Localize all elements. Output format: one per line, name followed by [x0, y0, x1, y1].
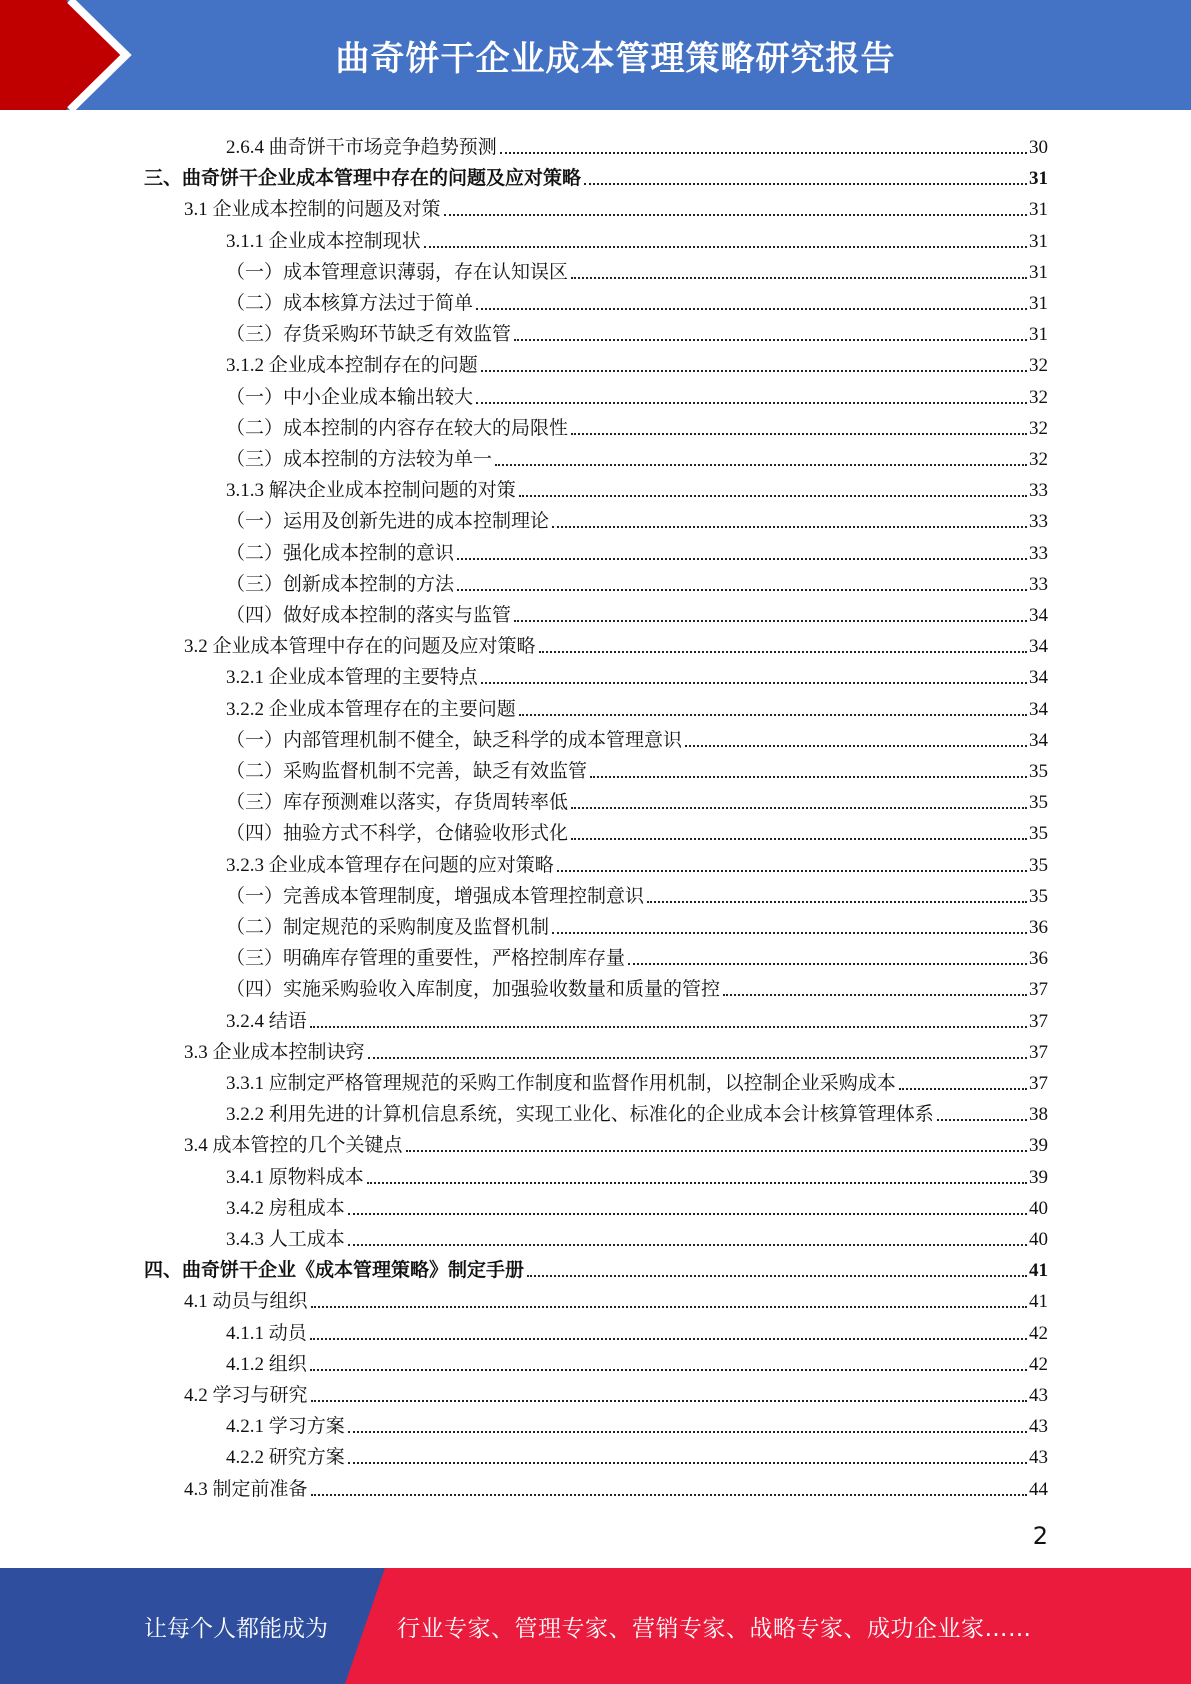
toc-dot-leader: [481, 370, 1027, 372]
toc-entry-label: 3.3 企业成本控制诀窍: [184, 1041, 365, 1063]
toc-entry-label: 4.2.1 学习方案: [226, 1416, 345, 1438]
toc-entry-page: 42: [1029, 1353, 1048, 1375]
toc-entry-page: 44: [1029, 1478, 1048, 1500]
toc-dot-leader: [571, 433, 1027, 435]
toc-dot-leader: [348, 1431, 1027, 1433]
toc-entry-page: 32: [1029, 355, 1048, 377]
footer-slogan-left: 让每个人都能成为: [144, 1615, 328, 1642]
toc-entry-page: 37: [1029, 1010, 1048, 1032]
toc-entry[interactable]: [226, 409, 1048, 440]
toc-entry-label: 4.1.2 组织: [226, 1353, 307, 1375]
toc-entry-page: 32: [1029, 386, 1048, 408]
toc-entry-label: （四）做好成本控制的落实与监管: [226, 605, 512, 626]
toc-entry-page: 39: [1029, 1166, 1048, 1188]
toc-entry-label: 2.6.4 曲奇饼干市场竞争趋势预测: [226, 137, 497, 158]
toc-entry-page: 34: [1029, 636, 1048, 658]
toc-dot-leader: [495, 464, 1027, 466]
toc-entry-page: 31: [1029, 168, 1048, 190]
toc-entry[interactable]: [226, 690, 1048, 721]
toc-entry-label: （一）成本管理意识薄弱，存在认知误区: [226, 261, 569, 283]
toc-entry-page: 35: [1029, 854, 1048, 876]
toc-entry-page: 35: [1029, 792, 1048, 814]
toc-entry-page: 35: [1029, 885, 1048, 907]
toc-entry-page: 31: [1029, 261, 1048, 283]
toc-dot-leader: [500, 152, 1027, 154]
toc-entry[interactable]: [184, 1470, 1048, 1501]
toc-entry-page: 32: [1029, 417, 1048, 439]
toc-entry-page: 33: [1029, 573, 1048, 595]
toc-dot-leader: [311, 1306, 1027, 1308]
toc-entry[interactable]: [226, 752, 1048, 783]
toc-entry[interactable]: [226, 596, 1048, 627]
footer-slogan-right: 行业专家、管理专家、营销专家、战略专家、成功企业家……: [397, 1615, 1032, 1642]
toc-entry[interactable]: [226, 1189, 1048, 1220]
toc-dot-leader: [476, 402, 1027, 404]
toc-dot-leader: [457, 589, 1027, 591]
toc-entry[interactable]: [184, 190, 1048, 221]
toc-dot-leader: [571, 277, 1027, 279]
toc-entry[interactable]: [226, 846, 1048, 877]
toc-entry-page: 34: [1029, 698, 1048, 720]
toc-entry-label: （二）采购监督机制不完善，缺乏有效监管: [226, 761, 588, 782]
toc-dot-leader: [514, 620, 1027, 622]
toc-entry[interactable]: [226, 253, 1048, 284]
page-footer: [0, 1568, 1191, 1684]
toc-entry-label: 4.2.2 研究方案: [226, 1447, 345, 1469]
toc-entry-label: 3.4.2 房租成本: [226, 1197, 345, 1219]
toc-dot-leader: [899, 1088, 1027, 1090]
toc-entry[interactable]: [226, 534, 1048, 565]
toc-entry-page: 34: [1029, 729, 1048, 751]
toc-dot-leader: [310, 1369, 1027, 1371]
toc-entry-label: 3.2.3 企业成本管理存在问题的应对策略: [226, 854, 554, 876]
toc-dot-leader: [367, 1182, 1027, 1184]
toc-entry[interactable]: [226, 877, 1048, 908]
toc-dot-leader: [527, 1275, 1027, 1277]
toc-entry[interactable]: [226, 378, 1048, 409]
toc-entry-label: 3.2.1 企业成本管理的主要特点: [226, 667, 478, 689]
toc-entry[interactable]: [184, 1033, 1048, 1064]
toc-entry[interactable]: [226, 565, 1048, 596]
toc-entry-label: 3.4.3 人工成本: [226, 1229, 345, 1250]
toc-entry-page: 43: [1029, 1447, 1048, 1469]
toc-entry-label: （三）存货采购环节缺乏有效监管: [226, 324, 512, 346]
toc-entry-page: 31: [1029, 230, 1048, 252]
toc-dot-leader: [310, 1338, 1027, 1340]
toc-entry-label: 3.2.4 结语: [226, 1010, 307, 1032]
toc-entry[interactable]: [144, 159, 1048, 190]
toc-entry-label: 3.1.3 解决企业成本控制问题的对策: [226, 480, 516, 502]
toc-dot-leader: [406, 1150, 1027, 1152]
toc-entry-label: 四、曲奇饼干企业《成本管理策略》制定手册: [144, 1260, 525, 1282]
toc-dot-leader: [348, 1213, 1027, 1215]
toc-entry-label: （一）中小企业成本输出较大: [226, 386, 474, 408]
toc-entry-page: 41: [1029, 1291, 1048, 1313]
toc-entry-page: 33: [1029, 480, 1048, 502]
toc-entry-page: 43: [1029, 1416, 1048, 1438]
toc-entry-page: 40: [1029, 1197, 1048, 1219]
toc-entry-label: 4.3 制定前准备: [184, 1478, 308, 1500]
toc-entry[interactable]: [226, 1345, 1048, 1376]
toc-entry-label: （三）创新成本控制的方法: [226, 573, 455, 595]
toc-entry-page: 41: [1029, 1260, 1048, 1282]
toc-entry[interactable]: [226, 1407, 1048, 1438]
toc-entry-page: 37: [1029, 1073, 1048, 1094]
toc-entry-label: （一）运用及创新先进的成本控制理论: [226, 511, 550, 533]
toc-entry-label: （二）成本控制的内容存在较大的局限性: [226, 417, 569, 439]
toc-entry[interactable]: [226, 222, 1048, 253]
toc-entry-label: （二）制定规范的采购制度及监督机制: [226, 917, 550, 938]
toc-entry[interactable]: [226, 908, 1048, 939]
toc-entry[interactable]: [226, 346, 1048, 377]
toc-entry-page: 33: [1029, 542, 1048, 564]
toc-entry[interactable]: [184, 1282, 1048, 1313]
toc-entry-page: 35: [1029, 823, 1048, 845]
toc-entry-label: （三）明确库存管理的重要性，严格控制库存量: [226, 948, 626, 970]
toc-entry-label: （三）成本控制的方法较为单一: [226, 449, 493, 470]
toc-entry[interactable]: [226, 1002, 1048, 1033]
toc-entry-label: （三）库存预测难以落实，存货周转率低: [226, 792, 569, 814]
toc-dot-leader: [311, 1400, 1027, 1402]
toc-entry[interactable]: [226, 1220, 1048, 1251]
toc-entry-page: 38: [1029, 1104, 1048, 1126]
toc-entry-label: 4.2 学习与研究: [184, 1385, 308, 1406]
toc-entry-page: 36: [1029, 917, 1048, 938]
toc-dot-leader: [476, 308, 1027, 310]
toc-entry[interactable]: [184, 1126, 1048, 1157]
toc-dot-leader: [519, 495, 1027, 497]
toc-dot-leader: [552, 932, 1027, 934]
toc-entry[interactable]: [226, 284, 1048, 315]
toc-entry-page: 36: [1029, 948, 1048, 970]
toc-dot-leader: [584, 183, 1027, 185]
toc-entry[interactable]: [226, 471, 1048, 502]
toc-entry[interactable]: [226, 315, 1048, 346]
toc-entry-page: 35: [1029, 761, 1048, 782]
header-arrow-icon: [0, 0, 160, 110]
toc-entry-label: 3.2.2 利用先进的计算机信息系统，实现工业化、标准化的企业成本会计核算管理体系: [226, 1104, 934, 1126]
toc-entry-label: （一）内部管理机制不健全，缺乏科学的成本管理意识: [226, 729, 683, 751]
toc-dot-leader: [723, 994, 1027, 996]
toc-entry-label: 3.2.2 企业成本管理存在的主要问题: [226, 698, 516, 720]
toc-entry[interactable]: [226, 1064, 1048, 1095]
toc-entry[interactable]: [226, 1095, 1048, 1126]
toc-dot-leader: [590, 776, 1027, 778]
toc-entry-page: 37: [1029, 979, 1048, 1001]
toc-dot-leader: [539, 651, 1027, 653]
toc-dot-leader: [514, 339, 1027, 341]
toc-entry-page: 42: [1029, 1322, 1048, 1344]
toc-entry-label: （四）实施采购验收入库制度，加强验收数量和质量的管控: [226, 979, 721, 1001]
toc-dot-leader: [628, 963, 1027, 965]
toc-entry-page: 40: [1029, 1229, 1048, 1250]
toc-entry[interactable]: [226, 970, 1048, 1001]
toc-dot-leader: [552, 526, 1027, 528]
page-number: 2: [1032, 1522, 1048, 1550]
toc-entry-label: 3.1 企业成本控制的问题及对策: [184, 199, 441, 221]
toc-entry-page: 30: [1029, 137, 1048, 158]
toc-dot-leader: [348, 1462, 1027, 1464]
toc-entry-label: （一）完善成本管理制度，增强成本管理控制意识: [226, 885, 645, 907]
toc-entry-page: 31: [1029, 293, 1048, 314]
toc-entry-label: 3.4 成本管控的几个关键点: [184, 1135, 403, 1157]
toc-entry-page: 43: [1029, 1385, 1048, 1406]
toc-entry-label: （四）抽验方式不科学，仓储验收形式化: [226, 823, 569, 845]
toc-entry-label: 4.1.1 动员: [226, 1322, 307, 1344]
toc-dot-leader: [571, 807, 1027, 809]
toc-entry-page: 37: [1029, 1041, 1048, 1063]
toc-entry[interactable]: [184, 627, 1048, 658]
toc-entry[interactable]: [226, 1314, 1048, 1345]
toc-entry-label: （二）成本核算方法过于简单: [226, 293, 474, 314]
toc-entry-page: 31: [1029, 324, 1048, 346]
toc-entry[interactable]: [226, 939, 1048, 970]
toc-entry[interactable]: [226, 128, 1048, 159]
toc-entry-page: 31: [1029, 199, 1048, 221]
toc-dot-leader: [424, 246, 1027, 248]
toc-dot-leader: [457, 558, 1027, 560]
toc-entry-page: 34: [1029, 667, 1048, 689]
toc-entry[interactable]: [144, 1251, 1048, 1282]
toc-entry-label: 3.2 企业成本管理中存在的问题及应对策略: [184, 636, 536, 658]
toc-entry[interactable]: [226, 502, 1048, 533]
toc-entry-page: 34: [1029, 605, 1048, 626]
toc-dot-leader: [937, 1119, 1027, 1121]
toc-entry-label: 4.1 动员与组织: [184, 1291, 308, 1313]
toc-entry[interactable]: [184, 1376, 1048, 1407]
toc-dot-leader: [685, 745, 1027, 747]
toc-entry-label: 3.1.2 企业成本控制存在的问题: [226, 355, 478, 377]
toc-dot-leader: [348, 1244, 1027, 1246]
toc-entry[interactable]: [226, 814, 1048, 845]
toc-dot-leader: [368, 1057, 1027, 1059]
toc-entry-label: 3.1.1 企业成本控制现状: [226, 230, 421, 252]
report-title: 曲奇饼干企业成本管理策略研究报告: [335, 38, 896, 79]
toc-entry-label: 三、曲奇饼干企业成本管理中存在的问题及应对策略: [144, 168, 582, 190]
toc-entry[interactable]: [226, 721, 1048, 752]
toc-dot-leader: [481, 682, 1027, 684]
toc-entry-label: 3.4.1 原物料成本: [226, 1166, 364, 1188]
toc-entry-label: （二）强化成本控制的意识: [226, 542, 455, 564]
toc-dot-leader: [444, 214, 1027, 216]
toc-entry[interactable]: [226, 1438, 1048, 1469]
toc-entry-page: 39: [1029, 1135, 1048, 1157]
toc-dot-leader: [519, 714, 1027, 716]
toc-entry[interactable]: [226, 1158, 1048, 1189]
toc-entry-page: 32: [1029, 449, 1048, 470]
toc-entry[interactable]: [226, 783, 1048, 814]
toc-dot-leader: [557, 870, 1027, 872]
toc-dot-leader: [647, 901, 1027, 903]
toc-entry-page: 33: [1029, 511, 1048, 533]
toc-entry[interactable]: [226, 658, 1048, 689]
page-header: [0, 0, 1191, 110]
toc-dot-leader: [311, 1494, 1027, 1496]
toc-entry-label: 3.3.1 应制定严格管理规范的采购工作制度和监督作用机制，以控制企业采购成本: [226, 1073, 896, 1094]
toc-dot-leader: [310, 1026, 1027, 1028]
toc-entry[interactable]: [226, 440, 1048, 471]
toc-dot-leader: [571, 838, 1027, 840]
